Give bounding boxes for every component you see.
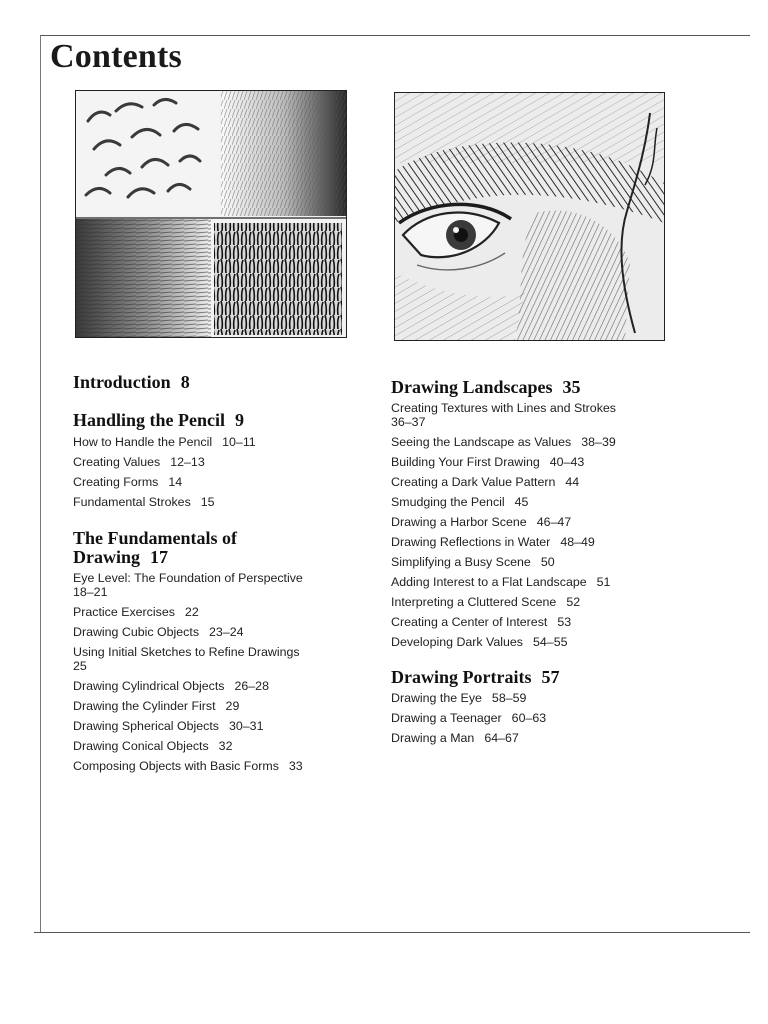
toc-entry[interactable] xyxy=(391,455,681,469)
entry-pages: 14 xyxy=(168,475,183,489)
toc-entry[interactable] xyxy=(73,605,363,619)
entry-title: Drawing Cubic Objects xyxy=(73,625,200,639)
section-page: 17 xyxy=(150,547,168,567)
entry-pages: 46–47 xyxy=(536,515,572,529)
toc-entry[interactable] xyxy=(391,731,681,745)
entry-title: Simplifying a Busy Scene xyxy=(391,555,531,569)
toc-entry[interactable] xyxy=(391,495,681,509)
toc-entry[interactable] xyxy=(391,515,681,529)
section-title: Handling the Pencil xyxy=(73,410,226,430)
section-page: 35 xyxy=(562,377,581,397)
entry-pages: 23–24 xyxy=(209,625,244,639)
toc-entry[interactable] xyxy=(73,759,363,773)
toc-entry[interactable] xyxy=(391,555,681,569)
toc-entry[interactable] xyxy=(391,595,681,609)
section-title: Introduction xyxy=(73,372,171,392)
entry-title: Drawing a Man xyxy=(391,731,475,745)
toc-entry[interactable] xyxy=(391,535,681,549)
entry-title: Practice Exercises xyxy=(73,605,175,619)
bottom-rule xyxy=(34,932,750,933)
entry-title: Using Initial Sketches to Refine Drawings xyxy=(73,645,300,659)
entry-title: Smudging the Pencil xyxy=(391,495,505,509)
section-fundamentals-of-drawing[interactable] xyxy=(73,529,363,567)
entry-title: Drawing a Harbor Scene xyxy=(391,515,527,529)
stroke-panel-curved xyxy=(76,91,219,216)
entry-title: Creating a Center of Interest xyxy=(391,615,548,629)
toc-entry[interactable] xyxy=(73,495,363,509)
section-title-line1: The Fundamentals of xyxy=(73,528,238,548)
section-title-line2: Drawing xyxy=(73,547,140,567)
page-title: Contents xyxy=(50,38,182,75)
toc-entry[interactable] xyxy=(73,625,363,639)
entry-pages: 50 xyxy=(540,555,555,569)
section-drawing-portraits[interactable] xyxy=(391,668,681,687)
entry-pages: 52 xyxy=(566,595,581,609)
entry-title: Creating Textures with Lines and Strokes xyxy=(391,401,616,415)
entry-title: Drawing a Teenager xyxy=(391,711,502,725)
toc-entry[interactable] xyxy=(73,739,363,753)
entry-pages: 18–21 xyxy=(73,585,108,599)
toc-entry[interactable] xyxy=(73,455,363,469)
entry-title: Creating Forms xyxy=(73,475,159,489)
toc-entry[interactable] xyxy=(73,679,363,693)
toc-entry[interactable] xyxy=(73,435,363,449)
entry-title: Fundamental Strokes xyxy=(73,495,191,509)
toc-entry[interactable] xyxy=(73,699,363,713)
entry-title: Interpreting a Cluttered Scene xyxy=(391,595,557,609)
entry-pages: 64–67 xyxy=(484,731,519,745)
toc-entry[interactable] xyxy=(391,691,681,705)
entry-pages: 26–28 xyxy=(234,679,269,693)
entry-pages: 54–55 xyxy=(533,635,568,649)
entry-pages: 45 xyxy=(514,495,529,509)
toc-entry[interactable] xyxy=(391,575,681,589)
toc-entry[interactable] xyxy=(391,615,681,629)
toc-entry[interactable] xyxy=(73,645,363,673)
entry-pages: 15 xyxy=(200,495,215,509)
entry-title: Adding Interest to a Flat Landscape xyxy=(391,575,587,589)
entry-pages: 12–13 xyxy=(170,455,205,469)
entry-title: Drawing Cylindrical Objects xyxy=(73,679,225,693)
section-introduction[interactable] xyxy=(73,373,363,392)
left-rule xyxy=(40,35,41,932)
entry-pages: 29 xyxy=(225,699,240,713)
entry-title: Drawing Spherical Objects xyxy=(73,719,219,733)
entry-pages: 10–11 xyxy=(222,435,256,449)
entry-title: Developing Dark Values xyxy=(391,635,524,649)
entry-title: Seeing the Landscape as Values xyxy=(391,435,572,449)
entry-title: Building Your First Drawing xyxy=(391,455,540,469)
section-page: 57 xyxy=(541,667,560,687)
entry-pages: 30–31 xyxy=(229,719,264,733)
toc-entry[interactable] xyxy=(391,475,681,489)
toc-left-column xyxy=(73,373,363,779)
toc-entry[interactable] xyxy=(391,435,681,449)
entry-title: Creating a Dark Value Pattern xyxy=(391,475,556,489)
toc-entry[interactable] xyxy=(391,635,681,649)
top-rule xyxy=(40,35,750,36)
section-handling-the-pencil[interactable] xyxy=(73,411,363,430)
entry-pages: 51 xyxy=(596,575,611,589)
entry-title: How to Handle the Pencil xyxy=(73,435,213,449)
toc-entry[interactable] xyxy=(73,719,363,733)
entry-pages: 60–63 xyxy=(511,711,547,725)
entry-title: Drawing Reflections in Water xyxy=(391,535,551,549)
toc-entry[interactable] xyxy=(73,571,363,599)
section-drawing-landscapes[interactable] xyxy=(391,378,681,397)
entry-pages: 58–59 xyxy=(491,691,527,705)
toc-right-column xyxy=(391,378,681,751)
entry-pages: 44 xyxy=(565,475,580,489)
entry-pages: 53 xyxy=(557,615,572,629)
entry-pages: 32 xyxy=(218,739,233,753)
entry-pages: 38–39 xyxy=(581,435,616,449)
entry-title: Composing Objects with Basic Forms xyxy=(73,759,279,773)
pencil-strokes-illustration xyxy=(75,90,347,338)
section-page: 8 xyxy=(180,372,190,392)
toc-entry[interactable] xyxy=(391,401,681,429)
entry-title: Eye Level: The Foundation of Perspective xyxy=(73,571,303,585)
entry-title: Drawing Conical Objects xyxy=(73,739,209,753)
section-title: Drawing Landscapes xyxy=(391,377,553,397)
section-title: Drawing Portraits xyxy=(391,667,532,687)
entry-pages: 48–49 xyxy=(560,535,595,549)
toc-entry[interactable] xyxy=(391,711,681,725)
entry-title: Creating Values xyxy=(73,455,161,469)
entry-pages: 22 xyxy=(184,605,199,619)
section-page: 9 xyxy=(235,410,245,430)
eye-sketch-illustration xyxy=(394,92,665,341)
entry-pages: 36–37 xyxy=(391,415,426,429)
entry-pages: 33 xyxy=(288,759,303,773)
entry-pages: 40–43 xyxy=(549,455,585,469)
entry-pages: 25 xyxy=(73,659,87,673)
entry-title: Drawing the Eye xyxy=(391,691,482,705)
toc-entry[interactable] xyxy=(73,475,363,489)
entry-title: Drawing the Cylinder First xyxy=(73,699,216,713)
